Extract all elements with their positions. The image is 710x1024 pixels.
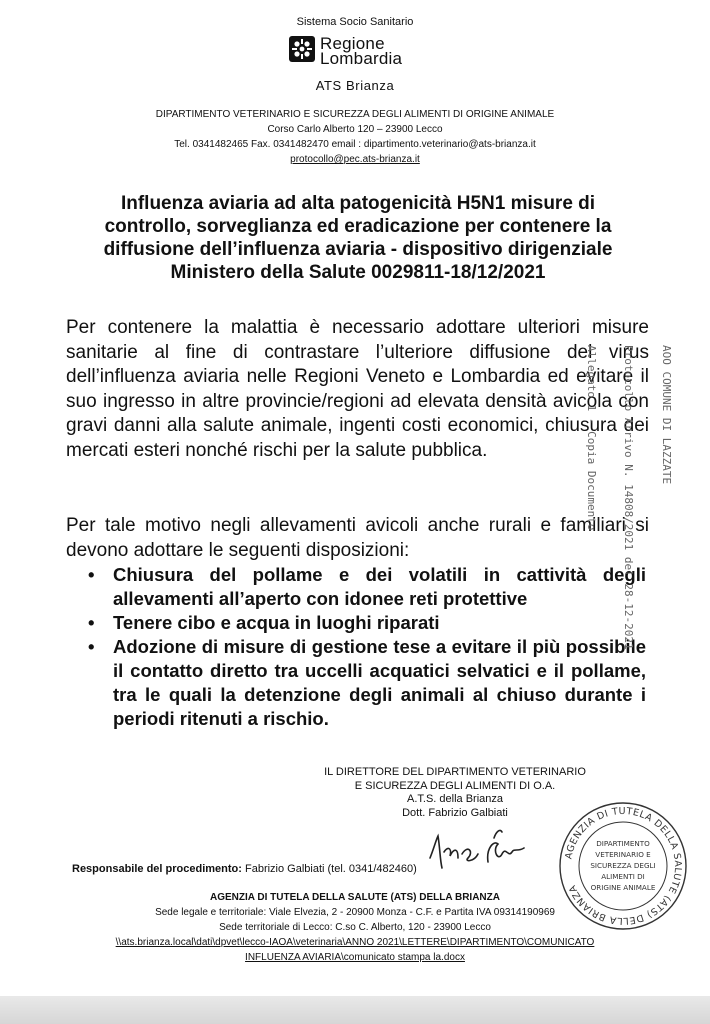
footer-file-path-1: \\ats.brianza.local\dati\dpvet\lecco-IAOA\veterinaria\ANNO 2021\LETTERE\DIPARTIMENTO\COMUNICATO <box>115 937 595 948</box>
regione-lombardia-rose-icon <box>289 36 315 62</box>
stamp-inner-3: SICUREZZA DEGLI <box>590 861 656 870</box>
protocol-line-1: AOO COMUNE DI LAZZATE <box>660 345 673 485</box>
responsible-label: Responsabile del procedimento: <box>72 863 242 875</box>
list-item: • Chiusura del pollame e dei volatili in cattività degli allevamenti all’aperto con idonee reti protettive <box>90 563 646 611</box>
department-address: Corso Carlo Alberto 120 – 23900 Lecco <box>267 124 443 135</box>
stamp-inner-4: ALIMENTI DI <box>601 872 645 881</box>
signature-line-2: E SICUREZZA DEGLI ALIMENTI DI O.A. <box>354 779 556 792</box>
protocol-side-stamp <box>585 345 697 675</box>
stamp-inner-5: ORIGINE ANIMALE <box>590 883 656 892</box>
department-contacts: Tel. 0341482465 Fax. 0341482470 email : dipartimento.veterinario@ats-brianza.it <box>174 139 536 150</box>
handwritten-signature <box>428 818 558 876</box>
stamp-inner-2: VETERINARIO E <box>595 850 651 859</box>
brand-name <box>320 36 402 66</box>
footer-agency: AGENZIA DI TUTELA DELLA SALUTE (ATS) DELLA BRIANZA <box>210 892 500 903</box>
responsible-value: Fabrizio Galbiati (tel. 0341/482460) <box>244 863 417 875</box>
system-label: Sistema Socio Sanitario <box>296 16 414 28</box>
pec-link[interactable]: protocollo@pec.ats-brianza.it <box>290 154 420 165</box>
signature-line-3: A.T.S. della Brianza <box>407 793 503 805</box>
responsible-line <box>72 863 417 875</box>
stamp-ring-text: AGENZIA DI TUTELA DELLA SALUTE (ATS) DELLA BRIANZA <box>563 805 684 927</box>
brand-line-1: Regione <box>320 34 385 53</box>
signature-line-4: Dott. Fabrizio Galbiati <box>402 806 508 819</box>
ats-name: ATS Brianza <box>315 78 395 93</box>
brand-line-2: Lombardia <box>320 49 403 68</box>
document-title: Influenza aviaria ad alta patogenicità H5N1 misure di controllo, sorveglianza ed eradicazione per contenere la diffusione dell’influenza aviaria - dispositivo dirigenziale Ministero della Salute 0029811-18/12/2021 <box>103 193 613 283</box>
protocol-line-3: Allegato 1 - Copia Documento <box>585 345 598 531</box>
footer-legal-seat: Sede legale e territoriale: Viale Elvezia, 2 - 20900 Monza - C.F. e Partita IVA 09314190969 <box>155 907 555 918</box>
footer-file-path-2: INFLUENZA AVIARIA\comunicato stampa la.docx <box>245 952 465 963</box>
department-title: DIPARTIMENTO VETERINARIO E SICUREZZA DEGLI ALIMENTI DI ORIGINE ANIMALE <box>155 109 555 120</box>
ats-round-stamp <box>557 800 689 932</box>
stamp-inner-1: DIPARTIMENTO <box>596 839 650 848</box>
paragraph-2: Per tale motivo negli allevamenti avicoli anche rurali e familiari si devono adottare le seguenti disposizioni: <box>66 515 649 561</box>
signature-line-1: IL DIRETTORE DEL DIPARTIMENTO VETERINARIO <box>324 766 586 778</box>
footer-territorial-seat: Sede territoriale di Lecco: C.so C. Alberto, 120 - 23900 Lecco <box>219 922 491 933</box>
protocol-line-2: Protocollo Arrivo N. 14808/2021 del 28-12-2021 <box>622 345 636 650</box>
list-item: • Tenere cibo e acqua in luoghi riparati <box>90 611 646 635</box>
paragraph-1: Per contenere la malattia è necessario adottare ulteriori misure sanitarie al fine di contrastare l’ulteriore diffusione del virus dell’influenza aviaria nelle Regioni Veneto e Lombardia ed evitare il suo ingresso in altre provincie/regioni ad elevata densità avicola con gravi danni alla salute animale, ingenti costi economici, chiusura dei mercati esteri nonché rischi per la salute pubblica. <box>66 317 649 461</box>
scan-bottom-edge <box>0 996 710 1024</box>
department-block <box>0 107 710 167</box>
list-item: • Adozione di misure di gestione tese a evitare il più possibile il contatto diretto tra uccelli acquatici selvatici e il pollame, tra le quali la detenzione degli animali al chiuso durante i periodi ritenuti a rischio. <box>90 635 646 731</box>
